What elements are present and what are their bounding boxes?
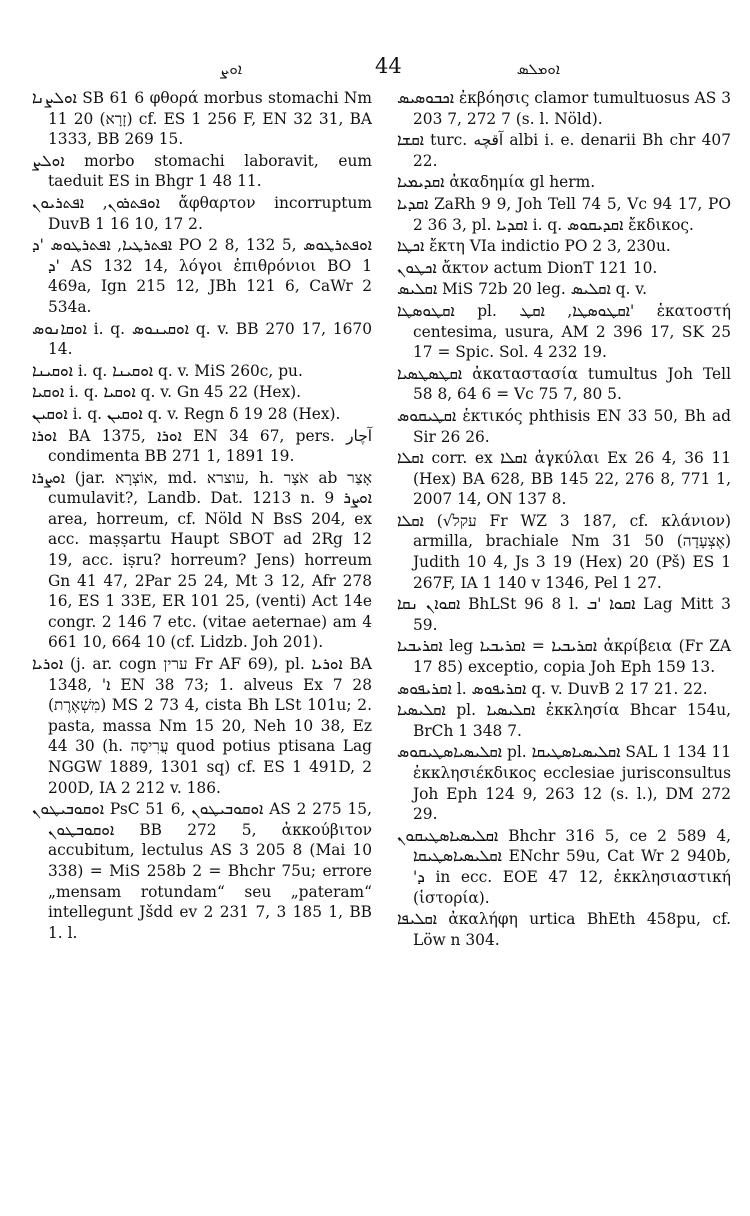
entry: ܐܩܫܐ turc. آقچه albi i. e. denarii Bh chr 407 22. bbox=[397, 131, 731, 170]
page-header bbox=[40, 52, 710, 82]
entry: ܐܘܩܐܢܘܣ i. q. ܐܘܩܝܢܘܣ q. v. BB 270 17, 1670 14. bbox=[32, 319, 372, 359]
entry: ܐܩܪܝܒܝܐ leg ܐܩܪܝܒܝܐ = ܐܩܪܝܒܝܐ ἀκρίβεια (Fr ZA 17 85) exceptio, copia Joh Eph 159 13. bbox=[397, 637, 731, 677]
entry: ܐܟܒܘܣܝܣ ἐκβόησις clamor tumultuosus AS 3 203 7, 272 7 (s. l. Nöld). bbox=[397, 89, 731, 128]
entry: ܐܘܩܘܒܝܛܘܢ PsC 51 6, ܐܘܩܘܒܝܛܘܢ AS 2 275 15, ܐܘܩܘܒܛܘܢ BB 272 5, ἀκκούβιτον accubitum, lectulus AS 3 205 8 (Mai 10 338) = MiS 258b 2 = Bhchr 75u; errore „mensam rotundam“ seu „pateram“ intellegunt Jšdd ev 2 231 7, 3 185 1, BB 1. l. bbox=[32, 800, 372, 942]
entry: ܐܩܛܘܣܛܐ pl. ܐܩܛܘܣܛܐ, ܐܩܛ' ἑκατοστή centesima, usura, AM 2 396 17, SK 25 17 = Spic. Sol. 4 232 19. bbox=[397, 301, 731, 362]
entry: ܐܩܠܝܦܐ ἀκαλήφη urtica BhEth 458pu, cf. Löw n 304. bbox=[397, 910, 731, 949]
right-column bbox=[397, 88, 731, 951]
entry: ܐܩܘܐܢ ܢܩܐ BhLSt 96 8 l. ܐܩܘܐ 'ܒ Lag Mitt 3 59. bbox=[397, 595, 731, 634]
left-column bbox=[32, 88, 372, 944]
entry: ܐܘܪܝܐ (j. ar. cogn ערין Fr AF 69), pl. ܐܘܪܝܐ BA 1348, 'ܐ EN 38 73; 1. alveus Ex 7 28 (מִשְׁאֶרֶת) MS 2 73 4, cista Bh LSt 101u; 2. pasta, massa Nm 15 20, Neh 10 38, Ez 44 30 (h. עֲרִיסָה quod potius ptisana Lag NGGW 1889, 1301 sq) cf. ES 1 491D, 2 200D, IA 2 212 v. 186. bbox=[32, 655, 372, 797]
header-right-word: ܐܘܡܠܣ bbox=[516, 60, 560, 78]
entry: ܐܘܪܐ BA 1375, ܐܘܪܐ EN 34 67, pers. آچار condimenta BB 271 1, 1891 19. bbox=[32, 426, 372, 466]
entry: ܐܟܛܐ ἔκτη VIa indictio PO 2 3, 230u. bbox=[397, 237, 671, 256]
entry: ܐܦܬܪܛܝܐ, ܐܦܬܪܛܘܣ 'ܕ PO 2 8, 132 5, ܐܘܦܬܪܛܘܣ 'ܕ AS 132 14, λόγοι ἐπιθρόνιοι BO 1 469a, Ign 215 12, JBh 121 6, CaWr 2 534a. bbox=[32, 236, 372, 316]
page-number: 44 bbox=[375, 54, 402, 78]
entry: ܐܘܠܨܢܐ SB 61 6 φθορά morbus stomachi Nm 11 20 (זָרָא) cf. ES 1 256 F, EN 32 31, BA 1333, BB 269 15. bbox=[32, 89, 372, 149]
entry: ܐܩܠܐ corr. ex ܐܩܠܐ ἀγκύλαι Ex 26 4, 36 11 (Hex) BA 628, BB 145 22, 276 8, 771 1, 2007 14, ON 137 8. bbox=[397, 449, 731, 509]
entry: ܐܩܠܝܣ MiS 72b 20 leg. ܐܩܠܝܣ q. v. bbox=[397, 280, 648, 299]
entry: ܐܘܦܬܪܘܢ, ܐܦܬܪܝܘܢ ἄφθαρτον incorruptum DuvB 1 16 10, 17 2. bbox=[32, 193, 372, 233]
entry: ܐܩܠܐ (√עקל Fr WZ 3 187, cf. κλάνιον) armilla, brachiale Nm 31 50 (אֶצְעָדָה) Judith 10 4, Js 3 19 (Hex) 20 (Pš) ES 1 267F, IA 1 140 v 1346, Pel 1 27. bbox=[397, 511, 731, 592]
entry: ܐܩܛܝܩܘܣ ἑκτικός phthisis EN 33 50, Bh ad Sir 26 26. bbox=[397, 406, 731, 446]
entry: ܐܘܩܝܐ i. q. ܐܘܩܝܐ q. v. Gn 45 22 (Hex). bbox=[32, 383, 302, 402]
entry: ܐܘܩܝܢܐ i. q. ܐܘܩܝܢܐ q. v. MiS 260c, pu. bbox=[32, 361, 303, 380]
entry: ܐܘܨܪܐ (jar. אוֹצְרָא, md. עוצרא, h. אֹצָר ab אָצַר cumulavit?, Landb. Dat. 1213 n. 9 ܐܘܨܪ area, horreum, cf. Nöld N BsS 204, ex acc. maṣṣartu Haupt SBOT ad 2Rg 12 19, acc. iṣru? horreum? Jens) horreum Gn 41 47, 2Par 25 24, Mt 3 12, Afr 278 16, ES 1 33E, ER 101 25, (venti) Act 14e congr. 2 146 7 etc. (vitae aeternae) am 4 661 10, 664 10 (cf. Lidzb. Joh 201). bbox=[32, 468, 373, 652]
entry: ܐܩܪܝܦܘܣ l. ܐܩܪܝܦܘܣ q. v. DuvB 2 17 21. 22. bbox=[397, 679, 708, 698]
entry: ܐܩܠܝܣܝܐ pl. ܐܩܠܝܣܝܐ ἐκκλησία Bhcar 154u, BrCh 1 348 7. bbox=[397, 701, 732, 740]
entry: ܐܩܕܝܐ ZaRh 9 9, Joh Tell 74 5, Vc 94 17, PO 2 36 3, pl. ܐܩܕܝܐ i. q. ܐܩܕܝܩܘܣ ἔκδικος. bbox=[397, 194, 731, 234]
entry: ܐܘܩܝܢ i. q. ܐܘܩܝܢ q. v. Regn δ 19 28 (Hex). bbox=[32, 404, 341, 423]
entry: ܐܩܕܝܡܝܐ ἀκαδημία gl herm. bbox=[397, 173, 596, 192]
entry: ܐܟܛܘܢ ἄκτον actum DionT 121 10. bbox=[397, 258, 658, 277]
entry: ܐܘܠܨ morbo stomachi laboravit, eum taeduit ES in Bhgr 1 48 11. bbox=[32, 151, 372, 191]
entry: ܐܩܛܣܛܣܝܐ ἀκαταστασία tumultus Joh Tell 58 8, 64 6 = Vc 75 7, 80 5. bbox=[397, 364, 731, 404]
entry: ܐܩܠܝܣܝܐܣܛܝܩܘܣ pl. ܐܩܠܝܣܝܐܣܛܝܩܐ SAL 1 134 11 ἐκκλησιέκδικος ecclesiae jurisconsultus Joh Eph 124 9, 263 12 (s. l.), DM 272 29. bbox=[397, 743, 731, 824]
entry: ܐܩܠܝܣܝܐܣܛܝܩܘܢ Bhchr 316 5, ce 2 589 4, ܐܩܠܝܣܝܐܣܛܝܩܐ ENchr 59u, Cat Wr 2 940b, 'ܕ in ecc. EOE 47 12, ἐκκλησιαστική (ἱστορία). bbox=[397, 826, 731, 907]
header-left-word: ܐܘܨ bbox=[220, 60, 242, 78]
